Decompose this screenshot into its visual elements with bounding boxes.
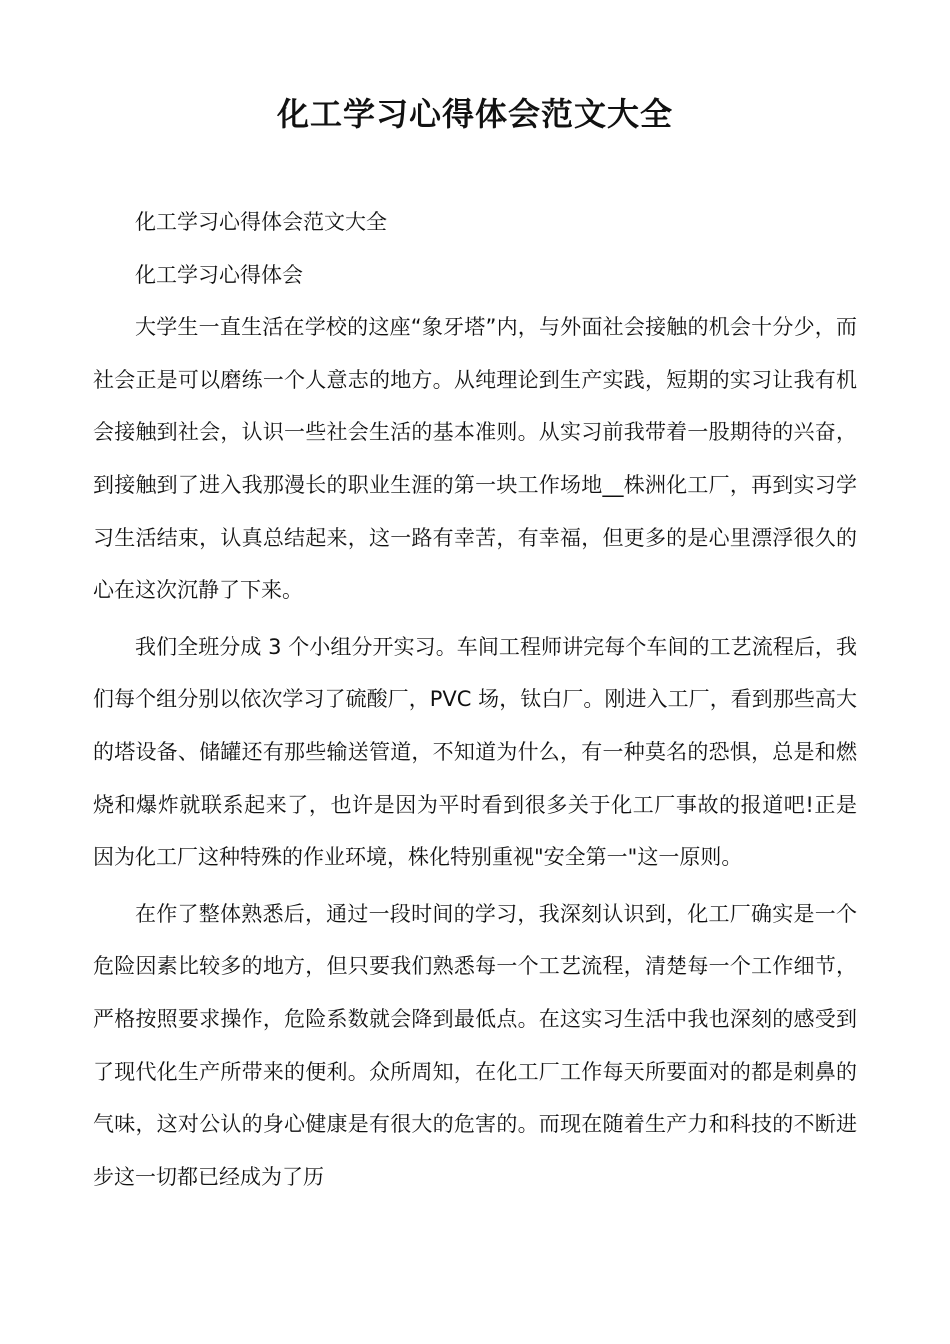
paragraph-2: 我们全班分成 3 个小组分开实习。车间工程师讲完每个车间的工艺流程后，我们每个组分别以依次学习了硫酸厂，PVC 场，钛白厂。刚进入工厂，看到那些高大的塔设备、储罐还有那些输送管道，不知道为什么，有一种莫名的恐惧，总是和燃烧和爆炸就联系起来了，也许是因为平时看到很多关于化工厂事故的报道吧!正是因为化工厂这种特殊的作业环境，株化特别重视"安全第一"这一原则。 (93, 634, 857, 870)
document-title: 化工学习心得体会范文大全 (276, 95, 673, 133)
paragraph-heading: 化工学习心得体会 (135, 262, 303, 287)
paragraph-3: 在作了整体熟悉后，通过一段时间的学习，我深刻认识到，化工厂确实是一个危险因素比较多的地方，但只要我们熟悉每一个工艺流程，清楚每一个工作细节，严格按照要求操作，危险系数就会降到最低点。在这实习生活中我也深刻的感受到了现代化生产所带来的便利。众所周知，在化工厂工作每天所要面对的都是刺鼻的气味，这对公认的身心健康是有很大的危害的。而现在随着生产力和科技的不断进步这一切都已经成为了历 (93, 901, 857, 1189)
paragraph-1: 大学生一直生活在学校的这座“象牙塔”内，与外面社会接触的机会十分少，而社会正是可以磨练一个人意志的地方。从纯理论到生产实践，短期的实习让我有机会接触到社会，认识一些社会生活的基本准则。从实习前我带着一股期待的兴奋，到接触到了进入我那漫长的职业生涯的第一块工作场地__株洲化工厂，再到实习学习生活结束，认真总结起来，这一路有幸苦，有幸福，但更多的是心里漂浮很久的心在这次沉静了下来。 (93, 315, 857, 603)
document-body (93, 196, 857, 1203)
paragraph-subtitle: 化工学习心得体会范文大全 (135, 210, 387, 234)
